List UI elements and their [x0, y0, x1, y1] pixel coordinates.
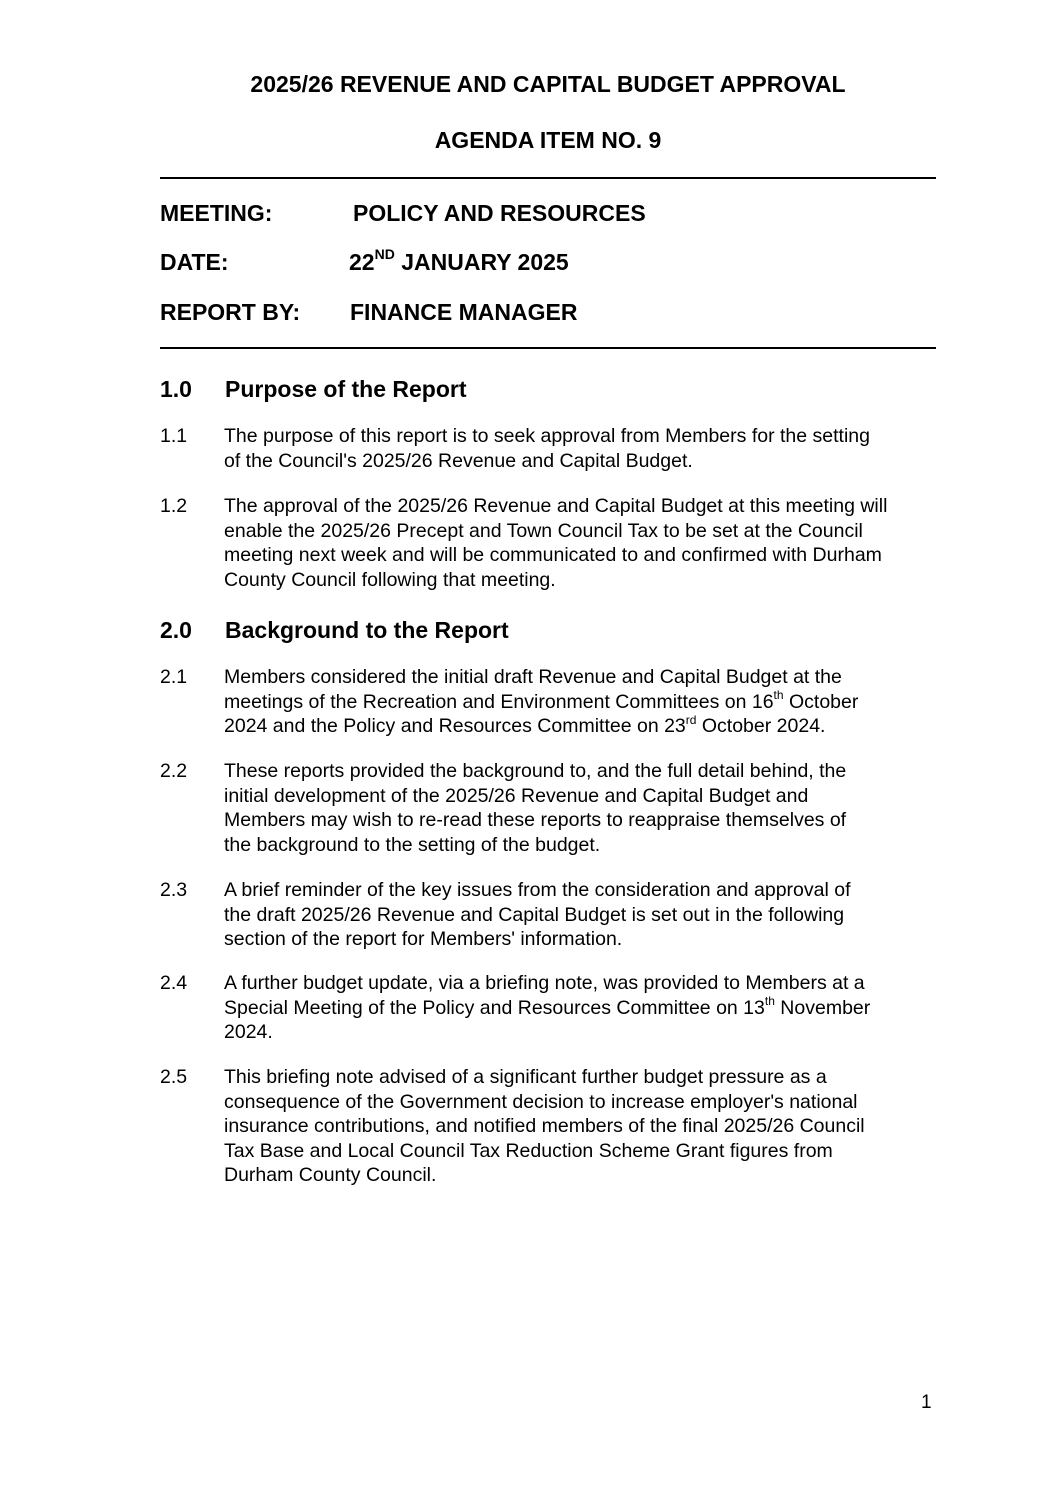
paragraph-number: 2.5 — [160, 1066, 188, 1088]
divider-bottom — [160, 347, 936, 349]
report-by-label: REPORT BY: — [160, 299, 301, 325]
paragraph-number: 2.4 — [160, 972, 188, 994]
date-suffix: ND — [374, 246, 395, 263]
meeting-value: POLICY AND RESOURCES — [353, 200, 646, 226]
divider-top — [160, 177, 936, 179]
text-fragment: Special Meeting of the Policy and Resources Committee on 13 — [224, 996, 765, 1019]
meeting-label: MEETING: — [160, 200, 273, 226]
section-title: Purpose of the Report — [225, 376, 467, 402]
paragraph-text — [224, 424, 954, 473]
text-line: The purpose of this report is to seek approval from Members for the setting — [224, 425, 870, 447]
paragraph-number: 2.2 — [160, 760, 188, 782]
text-line: The approval of the 2025/26 Revenue and Capital Budget at this meeting will — [224, 495, 888, 517]
date-value — [349, 247, 569, 277]
report-by-value: FINANCE MANAGER — [350, 299, 578, 325]
text-line: A further budget update, via a briefing note, was provided to Members at a — [224, 972, 865, 994]
text-fragment: October 2024. — [696, 715, 826, 737]
paragraph-number: 2.1 — [160, 666, 188, 688]
text-line: This briefing note advised of a significant further budget pressure as a — [224, 1066, 827, 1088]
ordinal-suffix: rd — [685, 712, 697, 727]
text-line: 2024. — [224, 1021, 273, 1043]
date-rest: JANUARY 2025 — [394, 249, 569, 275]
text-line — [224, 690, 954, 715]
text-line: These reports provided the background to, and the full detail behind, the — [224, 760, 847, 782]
text-line: consequence of the Government decision to increase employer's national — [224, 1090, 858, 1113]
text-line: the background to the setting of the budget. — [224, 833, 601, 856]
section-number: 2.0 — [160, 617, 192, 643]
agenda-item: AGENDA ITEM NO. 9 — [434, 127, 662, 153]
date-label: DATE: — [160, 249, 229, 275]
paragraph-text — [224, 494, 954, 592]
ordinal-suffix: th — [773, 688, 784, 702]
paragraph-text — [224, 759, 954, 857]
page-number: 1 — [921, 1392, 932, 1413]
date-day: 22 — [349, 249, 375, 275]
text-line: enable the 2025/26 Precept and Town Council Tax to be set at the Council — [224, 519, 863, 542]
paragraph-number: 1.2 — [160, 495, 188, 517]
paragraph-number: 1.1 — [160, 425, 188, 447]
paragraph-text — [224, 878, 954, 952]
text-line — [224, 996, 954, 1021]
text-line: Members considered the initial draft Revenue and Capital Budget at the — [224, 666, 842, 688]
report-title: 2025/26 REVENUE AND CAPITAL BUDGET APPROVAL — [250, 71, 846, 97]
text-line: Tax Base and Local Council Tax Reduction Scheme Grant figures from — [224, 1139, 833, 1162]
text-line: meeting next week and will be communicated to and confirmed with Durham — [224, 544, 882, 566]
text-fragment: October — [783, 690, 859, 713]
text-line: initial development of the 2025/26 Revenue and Capital Budget and — [224, 784, 809, 807]
text-line: of the Council's 2025/26 Revenue and Capital Budget. — [224, 449, 693, 472]
date-row — [160, 247, 936, 277]
text-line: A brief reminder of the key issues from the consideration and approval of — [224, 879, 851, 901]
text-fragment: 2024 and the Policy and Resources Committee on 23 — [224, 715, 686, 737]
text-line: insurance contributions, and notified members of the final 2025/26 Council — [224, 1115, 865, 1137]
section-number: 1.0 — [160, 376, 192, 402]
text-line: County Council following that meeting. — [224, 568, 556, 591]
text-line: Durham County Council. — [224, 1164, 437, 1186]
paragraph-number: 2.3 — [160, 879, 188, 901]
paragraph-text — [224, 1065, 954, 1188]
report-by-row — [160, 297, 936, 327]
text-line: the draft 2025/26 Revenue and Capital Budget is set out in the following — [224, 903, 845, 926]
text-fragment: meetings of the Recreation and Environment Committees on 16 — [224, 690, 774, 713]
ordinal-suffix: th — [764, 994, 775, 1008]
meeting-row — [160, 198, 936, 228]
text-line: section of the report for Members' information. — [224, 928, 623, 950]
text-line: Members may wish to re-read these reports to reappraise themselves of — [224, 809, 847, 831]
paragraph-text — [224, 665, 954, 739]
text-fragment: November — [774, 996, 871, 1019]
text-line — [224, 714, 954, 739]
paragraph-text — [224, 971, 954, 1045]
section-title: Background to the Report — [225, 617, 509, 643]
